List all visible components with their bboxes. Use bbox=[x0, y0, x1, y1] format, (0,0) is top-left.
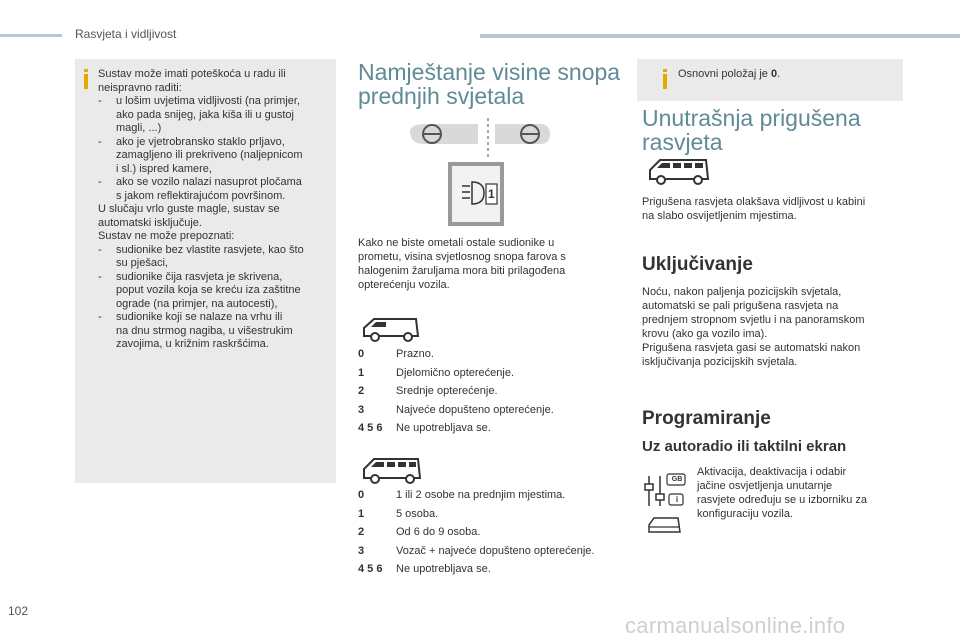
load-position-description: Od 6 do 9 osoba. bbox=[396, 526, 481, 538]
info-badge-text: i bbox=[675, 495, 679, 504]
info-icon bbox=[84, 69, 88, 89]
load-position-description: Djelomično opterećenje. bbox=[396, 366, 515, 379]
height-adjust-intro: Kako ne biste ometali ostale sudionike u prometu, visina svjetlosnog snopa farova s halogenim žaruljama mora biti prilagođena opterećenju vozila. bbox=[358, 237, 566, 291]
load-position-key: 1 bbox=[358, 366, 365, 379]
load-position-description: Ne upotrebljava se. bbox=[396, 563, 491, 575]
info-note-right: Osnovni položaj je 0. bbox=[637, 59, 903, 101]
section-title-interior-lighting: Unutrašnja prigušena rasvjeta bbox=[642, 105, 861, 155]
note-bullet-continuation: ako pada snijeg, jaka kiša ili u gustoj bbox=[116, 108, 294, 121]
note-bullet-item: - ako se vozilo nalazi nasuprot pločama bbox=[98, 176, 302, 188]
load-table-row bbox=[358, 563, 491, 575]
passenger-van-icon bbox=[646, 155, 712, 187]
page-title: Namještanje visine snopa prednjih svjetala bbox=[358, 59, 621, 109]
note-line: Sustav ne može prepoznati: bbox=[98, 230, 235, 242]
load-position-description: 1 ili 2 osobe na prednjim mjestima. bbox=[396, 489, 566, 501]
load-table-row bbox=[358, 367, 514, 379]
load-position-description: Srednje opterećenje. bbox=[396, 385, 498, 397]
programming-text: Aktivacija, deaktivacija i odabir jačine osvjetljenja unutarnje rasvjete određuju se u izborniku za konfiguraciju vozila. bbox=[697, 466, 867, 520]
load-position-key: 0 bbox=[358, 489, 365, 501]
note-bullet-item: - sudionike čija rasvjeta je skrivena, bbox=[98, 270, 283, 283]
watermark: carmanualsonline.info bbox=[625, 613, 846, 638]
page-number: 102 bbox=[8, 604, 29, 618]
switch-on-text: Noću, nakon paljenja pozicijskih svjetala, automatski se pali prigušena rasvjeta na prednjem stropnom svjetlu i na panoramskom krovu (ako ga vozilo ima). Prigušena rasvjeta gasi se automatski nakon isključivanja pozicijskih svjetala. bbox=[642, 286, 865, 368]
load-table-row bbox=[358, 348, 434, 360]
load-table-row bbox=[358, 489, 565, 501]
load-position-key: 4 5 6 bbox=[358, 563, 383, 575]
note-bullet-continuation: zamagljeno ili prekriveno (naljepnicom bbox=[116, 149, 303, 161]
load-position-key: 3 bbox=[358, 403, 365, 416]
headlamp-adjust-diagram bbox=[400, 110, 560, 230]
note-bullet-item: - sudionike koji se nalaze na vrhu ili bbox=[98, 311, 283, 323]
load-table-row bbox=[358, 404, 554, 416]
load-position-key: 2 bbox=[358, 385, 365, 397]
load-position-description: Najveće dopušteno opterećenje. bbox=[396, 403, 554, 416]
note-bullet-continuation: i sl.) ispred kamere, bbox=[116, 162, 212, 175]
section-heading-switch-on: Uključivanje bbox=[642, 254, 753, 275]
control-number-label: 1 bbox=[488, 187, 495, 201]
load-position-description: Ne upotrebljava se. bbox=[396, 422, 491, 434]
gb-badge-text: GB bbox=[671, 476, 683, 483]
header-rule-left bbox=[0, 34, 62, 37]
note-bullet-item: - u lošim uvjetima vidljivosti (na primjer, bbox=[98, 95, 300, 107]
load-position-key: 1 bbox=[358, 507, 365, 520]
passenger-van-icon bbox=[360, 454, 424, 486]
note-line: U slučaju vrlo guste magle, sustav se bbox=[98, 203, 280, 215]
load-position-key: 2 bbox=[358, 526, 365, 538]
load-position-key: 0 bbox=[358, 348, 365, 360]
load-table-row bbox=[358, 422, 491, 434]
note-bullet-continuation: s jakom reflektirajućom površinom. bbox=[116, 189, 286, 202]
load-table-row bbox=[358, 508, 438, 520]
note-line: automatski isključuje. bbox=[98, 216, 202, 229]
load-position-description: Vozač + najveće dopušteno opterećenje. bbox=[396, 544, 595, 557]
info-note-text bbox=[98, 68, 328, 352]
info-icon bbox=[663, 69, 667, 89]
note-bullet-item: - sudionike bez vlastite rasvjete, kao što bbox=[98, 243, 304, 256]
section-title: Rasvjeta i vidljivost bbox=[75, 27, 177, 41]
load-table-row bbox=[358, 385, 498, 397]
note-bullet-continuation: magli, ...) bbox=[116, 122, 162, 134]
load-position-description: 5 osoba. bbox=[396, 507, 439, 520]
load-table-row bbox=[358, 545, 594, 557]
info-note-left bbox=[75, 59, 336, 483]
note-bullet-continuation: ograde (na primjer, na autocesti), bbox=[116, 297, 278, 310]
load-position-key: 3 bbox=[358, 544, 365, 557]
load-position-key: 4 5 6 bbox=[358, 422, 383, 434]
note-line: neispravno raditi: bbox=[98, 81, 182, 94]
note-bullet-continuation: na dnu strmog nagiba, u višestrukim bbox=[116, 324, 293, 337]
subsection-heading-radio: Uz autoradio ili taktilni ekran bbox=[642, 438, 847, 455]
note-line: Sustav može imati poteškoća u radu ili bbox=[98, 68, 286, 80]
note-bullet-continuation: su pješaci, bbox=[116, 257, 168, 269]
note-bullet-continuation: poput vozila koja se kreću iza zaštitne bbox=[116, 284, 301, 296]
load-position-description: Prazno. bbox=[396, 348, 434, 360]
interior-lighting-intro: Prigušena rasvjeta olakšava vidljivost u kabini na slabo osvijetljenim mjestima. bbox=[642, 196, 866, 222]
section-heading-programming: Programiranje bbox=[642, 408, 771, 429]
load-table-row bbox=[358, 526, 480, 538]
van-icon bbox=[360, 314, 422, 344]
note-bullet-item: - ako je vjetrobransko staklo prljavo, bbox=[98, 135, 285, 148]
header-rule-right bbox=[480, 34, 960, 38]
note-bullet-continuation: zavojima, u križnim raskršćima. bbox=[116, 338, 269, 350]
